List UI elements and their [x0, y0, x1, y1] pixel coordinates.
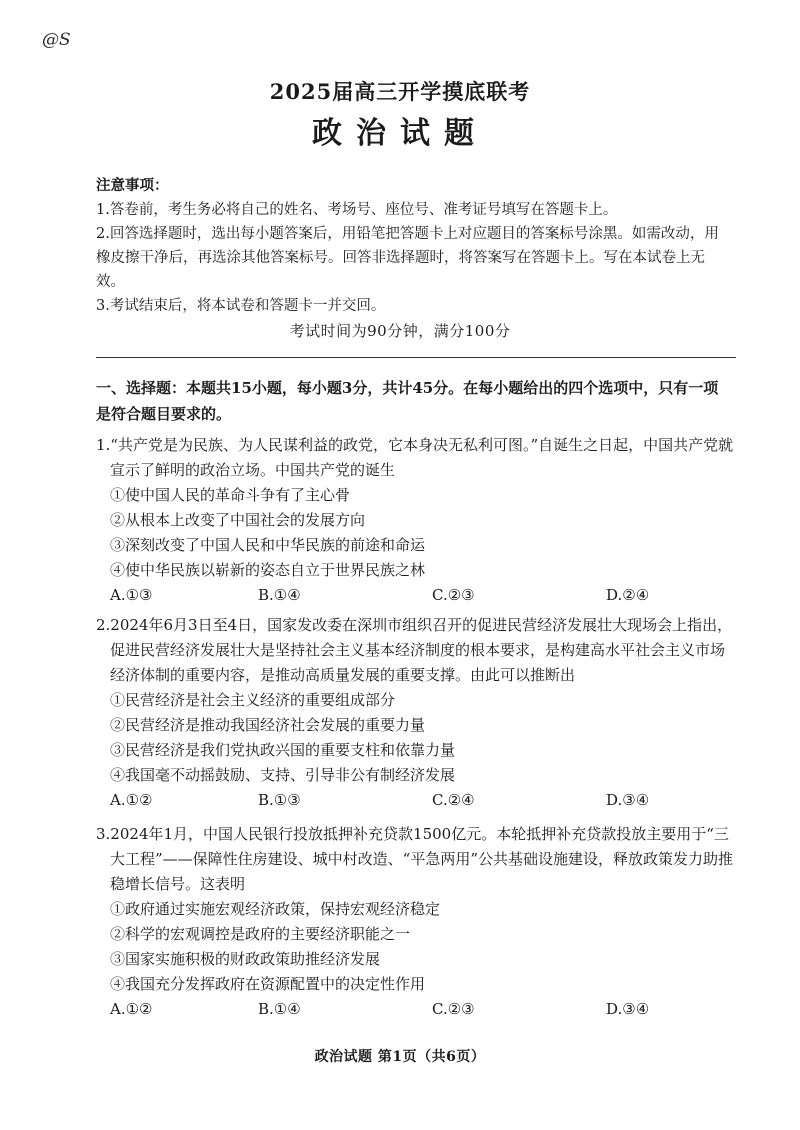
time-note: 考试时间为90分钟，满分100分 [289, 322, 511, 340]
choice-a: A.①③ [110, 586, 153, 604]
question-stem: 3.2024年1月，中国人民银行投放抵押补充贷款1500亿元。本轮抵押补充贷款投放主要用于“三大工程”——保障性住房建设、城中村改造、“平急两用”公共基础设施建设，释放政策发力助推稳增长信号。这表明 [96, 825, 734, 893]
note-item: 1.答卷前，考生务必将自己的姓名、考场号、座位号、准考证号填写在答题卡上。 [96, 202, 618, 218]
question-option: ③国家实施积极的财政政策助推经济发展 [110, 950, 381, 968]
answer-choices [96, 788, 736, 813]
question-option: ①政府通过实施宏观经济政策，保持宏观经济稳定 [110, 900, 441, 918]
question-option: ②民营经济是推动我国经济社会发展的重要力量 [110, 716, 426, 734]
choice-b: B.①③ [258, 791, 301, 809]
section-intro: 一、选择题：本题共15小题，每小题3分，共计45分。在每小题给出的四个选项中，只有一项是符合题目要求的。 [96, 379, 719, 423]
choice-c: C.②③ [432, 1000, 475, 1018]
choice-a: A.①② [110, 791, 153, 809]
choice-b: B.①④ [258, 1000, 301, 1018]
question-stem: 2.2024年6月3日至4日，国家发改委在深圳市组织召开的促进民营经济发展壮大现场会上指出，促进民营经济发展壮大是坚持社会主义基本经济制度的根本要求，是构建高水平社会主义市场经济体制的重要内容，是推动高质量发展的重要支撑。由此可以推断出 [96, 616, 733, 684]
question-2 [96, 613, 736, 813]
question-option: ④我国毫不动摇鼓励、支持、引导非公有制经济发展 [110, 766, 456, 784]
corner-mark: @S [42, 30, 71, 50]
note-item: 3.考试结束后，将本试卷和答题卡一并交回。 [96, 298, 386, 314]
exam-title: 2025届高三开学摸底联考 [269, 79, 531, 104]
exam-notes [96, 174, 732, 318]
notes-heading: 注意事项： [96, 177, 169, 194]
divider [96, 357, 736, 358]
answer-choices [96, 583, 736, 608]
question-1 [96, 433, 736, 608]
question-3 [96, 822, 736, 1022]
question-option: ①民营经济是社会主义经济的重要组成部分 [110, 691, 396, 709]
choice-b: B.①④ [258, 586, 301, 604]
subject-title: 政治试题 [312, 116, 488, 151]
choice-a: A.①② [110, 1000, 153, 1018]
choice-d: D.③④ [606, 791, 650, 809]
choice-c: C.②③ [432, 586, 475, 604]
question-option: ④我国充分发挥政府在资源配置中的决定性作用 [110, 975, 426, 993]
question-stem: 1.“共产党是为民族、为人民谋利益的政党，它本身决无私利可图。”自诞生之日起，中国共产党就宣示了鲜明的政治立场。中国共产党的诞生 [96, 436, 734, 479]
page-footer: 政治试题 第1页（共6页） [314, 1049, 486, 1065]
choice-d: D.③④ [606, 1000, 650, 1018]
answer-choices [96, 997, 736, 1022]
question-option: ②科学的宏观调控是政府的主要经济职能之一 [110, 925, 411, 943]
question-option: ④使中华民族以崭新的姿态自立于世界民族之林 [110, 561, 426, 579]
question-option: ①使中国人民的革命斗争有了主心骨 [110, 486, 351, 504]
question-option: ③民营经济是我们党执政兴国的重要支柱和依靠力量 [110, 741, 456, 759]
choice-c: C.②④ [432, 791, 475, 809]
question-option: ③深刻改变了中国人民和中华民族的前途和命运 [110, 536, 426, 554]
note-item: 2.回答选择题时，选出每小题答案后，用铅笔把答题卡上对应题目的答案标号涂黑。如需改动，用橡皮擦干净后，再选涂其他答案标号。回答非选择题时，将答案写在答题卡上。写在本试卷上无效。 [96, 226, 719, 290]
choice-d: D.②④ [606, 586, 650, 604]
question-option: ②从根本上改变了中国社会的发展方向 [110, 511, 366, 529]
